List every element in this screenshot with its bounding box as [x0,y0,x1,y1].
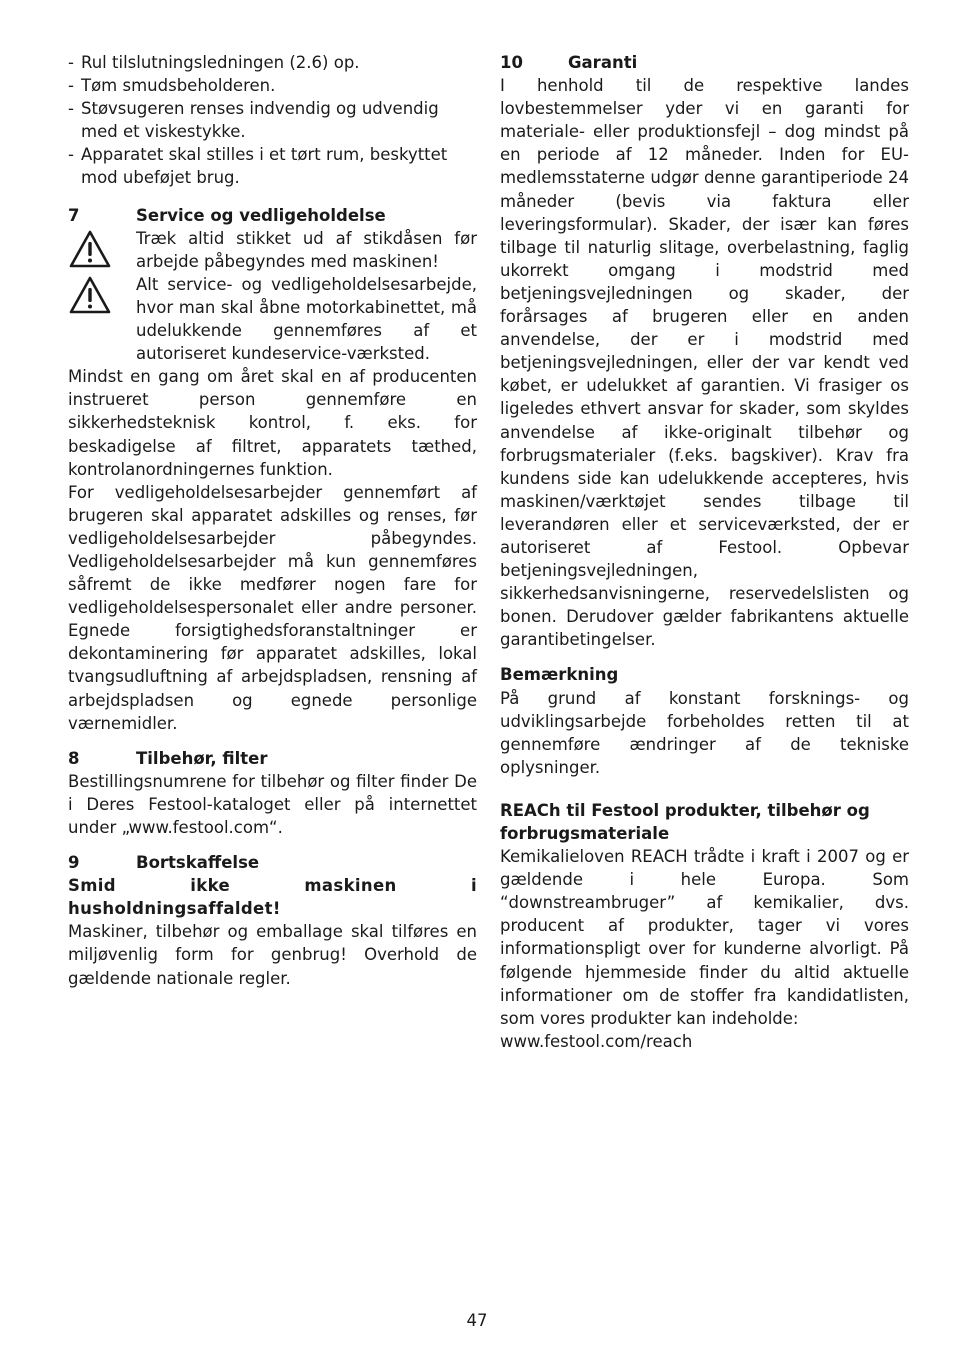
section-title: Bortskaffelse [136,853,260,873]
section-7-heading [68,204,477,227]
section-number: 10 [500,53,523,72]
paragraph: Mindst en gang om året skal en af producenten instrueret person gennemføre en sikkerhedsteknisk kontrol, f. eks. for beskadigelse af filtret, apparatets tæthed, kontrolanordningernes funktion. [68,367,477,479]
left-column [68,51,477,990]
cleaning-steps-list [68,51,477,190]
paragraph: Kemikalieloven REACH trådte i kraft i 2007 og er gældende i hele Europa. Som “downstreambruger” af kemikalier, dvs. producent af produkter, tager vi vores informationspligt over for kunderne alvorligt. På følgende hjemmeside finder du altid aktuelle informationer om de stoffer fra kandidatlisten, som vores produkter kan indeholde: [500,847,909,1028]
list-item: - Rul tilslutningsledningen (2.6) op. [68,53,360,72]
list-item: - Apparatet skal stilles i et tørt rum, beskyttet mod ubeføjet brug. [68,145,448,188]
section-number: 7 [68,205,80,225]
paragraph: Maskiner, tilbehør og emballage skal tilføres en miljøvenlig form for genbrug! Overhold de gældende nationale regler. [68,922,477,988]
remark-heading: Bemærkning [500,665,619,685]
page-number: 47 [466,1311,488,1330]
paragraph: For vedligeholdelsesarbejder gennemført af brugeren skal apparatet adskilles og renses, før vedligeholdelsesarbejder påbegyndes. Vedligeholdelsesarbejder må kun gennemføres såfremt de ikke medfører nogen fare for vedligeholdelsespersonalet eller andre personer. Egnede forsigtighedsforanstaltninger er dekontaminering før apparatet adskilles, lokal tvangsudluftning af arbejdspladsen, rensning af arbejdspladsen og egnede personlige værnemidler. [68,482,477,733]
warning-triangle-icon [68,229,112,269]
section-title: Tilbehør, filter [136,748,268,768]
section-title: Garanti [568,53,638,72]
list-item: - Støvsugeren renses indvendig og udvendig med et viskestykke. [68,99,439,142]
list-item: - Tøm smudsbeholderen. [68,76,276,96]
right-column [500,51,909,1053]
section-9-heading [68,851,477,874]
warning-service-workshop: Alt service- og vedligeholdelsesarbejde, hvor man skal åbne motorkabinettet, må udelukkende gennemføres af et autoriseret kundeservice-værksted. [136,274,477,364]
section-title: Service og vedligeholdelse [136,205,386,225]
warning-block [68,227,477,366]
section-number: 8 [68,748,80,768]
reach-link[interactable]: www.festool.com/reach [500,1031,693,1051]
paragraph: Bestillingsnumrene for tilbehør og filter finder De i Deres Festool-kataloget eller på internettet under „www.festool.com“. [68,771,477,837]
paragraph: I henhold til de respektive landes lovbestemmelser yder vi en garanti for materiale- eller produktionsfejl – dog mindst på en periode af 12 måneder. Inden for EU-medlemsstaterne udgør denne garantiperiode 24 måneder (bevis via faktura eller leveringsformular). Skader, der især kan føres tilbage til naturlig slitage, overbelastning, faglig ukorrekt omgang i modstrid med betjeningsvejledningen og skader, der forårsages af brugeren eller en anden anvendelse, der er i modstrid med betjeningsvejledningen, eller der var kendt ved købet, er udelukket af garantien. Vi frasiger os ligeledes ethvert ansvar for skader, som skyldes anvendelse af ikke-originalt tilbehør og forbrugsmaterialer (f.eks. bagskiver). Krav fra kundens side kan udelukkende accepteres, hvis maskinen/værktøjet sendes tilbage til leverandøren eller et serviceværksted, der er autoriseret af Festool. Opbevar betjeningsvejledningen, sikkerhedsanvisningerne, reservedelslisten og bonen. Derudover gælder fabrikantens aktuelle garantibetingelser. [500,76,909,650]
warning-triangle-icon [68,275,112,315]
section-10-heading [500,51,909,74]
section-number: 9 [68,853,80,873]
paragraph: På grund af konstant forsknings- og udviklingsarbejde forbeholdes retten til at gennemføre ændringer af de tekniske oplysninger. [500,688,909,777]
disposal-warning: Smid ikke maskinen i husholdningsaffaldet! [68,876,477,919]
reach-heading: REACh til Festool produkter, tilbehør og forbrugsmateriale [500,800,870,843]
warning-unplug: Træk altid stikket ud af stikdåsen før arbejde påbegyndes med maskinen! [136,228,477,271]
section-8-heading [68,747,477,770]
